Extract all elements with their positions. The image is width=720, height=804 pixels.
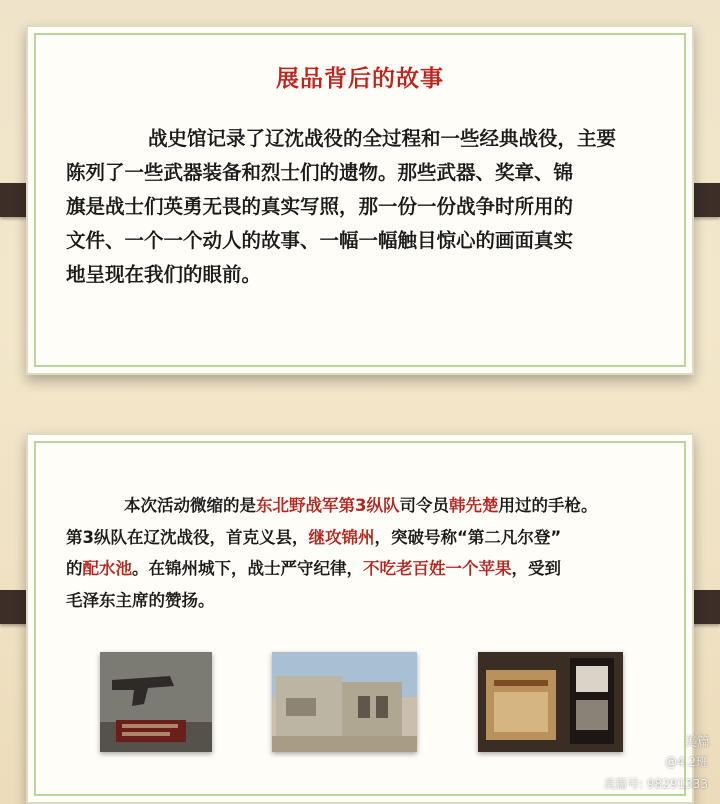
- highlight-text: 配水池: [82, 559, 132, 578]
- watermark-brand: 美篇: [683, 735, 710, 750]
- text: 用过的手枪。: [498, 496, 598, 515]
- story-card: [26, 25, 694, 375]
- text: 的: [66, 559, 83, 578]
- highlight-text: 不吃老百姓一个苹果: [363, 559, 512, 578]
- paragraph-line: [66, 490, 686, 522]
- text: ，突破号称“第二凡尔登”: [374, 527, 562, 547]
- paragraph-line: 毛泽东主席的赞扬。: [66, 590, 215, 610]
- highlight-text: 韩先楚: [448, 496, 499, 515]
- paragraph-line: 文件、一个一个动人的故事、一幅一幅触目惊心的画面真实: [66, 229, 574, 252]
- text: 本次活动微缩的是: [124, 496, 256, 515]
- pistol-story-card: [26, 433, 694, 804]
- paragraph-line: 陈列了一些武器装备和烈士们的遗物。那些武器、奖章、锦: [66, 161, 574, 184]
- exhibit-hall-photo[interactable]: [478, 652, 623, 752]
- watermark-id: 美篇号: 98291333: [603, 777, 708, 791]
- text: 。在锦州城下，战士严守纪律，: [132, 559, 363, 578]
- pistol-paragraph: [66, 490, 686, 616]
- story-paragraph: [66, 122, 666, 292]
- text: ，受到: [511, 559, 561, 578]
- highlight-text: 继攻锦州: [308, 527, 375, 547]
- paragraph-line: 旗是战士们英勇无畏的真实写照，那一份一份战争时所用的: [66, 195, 574, 218]
- pistol-icon: [100, 652, 212, 752]
- building-icon: [272, 652, 417, 752]
- paragraph-line: 地呈现在我们的眼前。: [66, 263, 262, 286]
- pistol-photo[interactable]: [100, 652, 212, 752]
- memorial-building-photo[interactable]: [272, 652, 417, 752]
- paragraph-line: [66, 522, 686, 554]
- text: 第3纵队在辽沈战役，首克义县，: [66, 527, 309, 547]
- highlight-text: 东北野战军第3纵队: [256, 496, 400, 515]
- watermark-handle: @4.2班: [664, 755, 708, 769]
- exhibit-icon: [478, 652, 623, 752]
- paragraph-line: 战史馆记录了辽沈战役的全过程和一些经典战役，主要: [148, 127, 617, 150]
- text: 司令员: [399, 496, 449, 515]
- section-title: 展品背后的故事: [276, 66, 444, 92]
- paragraph-line: [66, 553, 686, 585]
